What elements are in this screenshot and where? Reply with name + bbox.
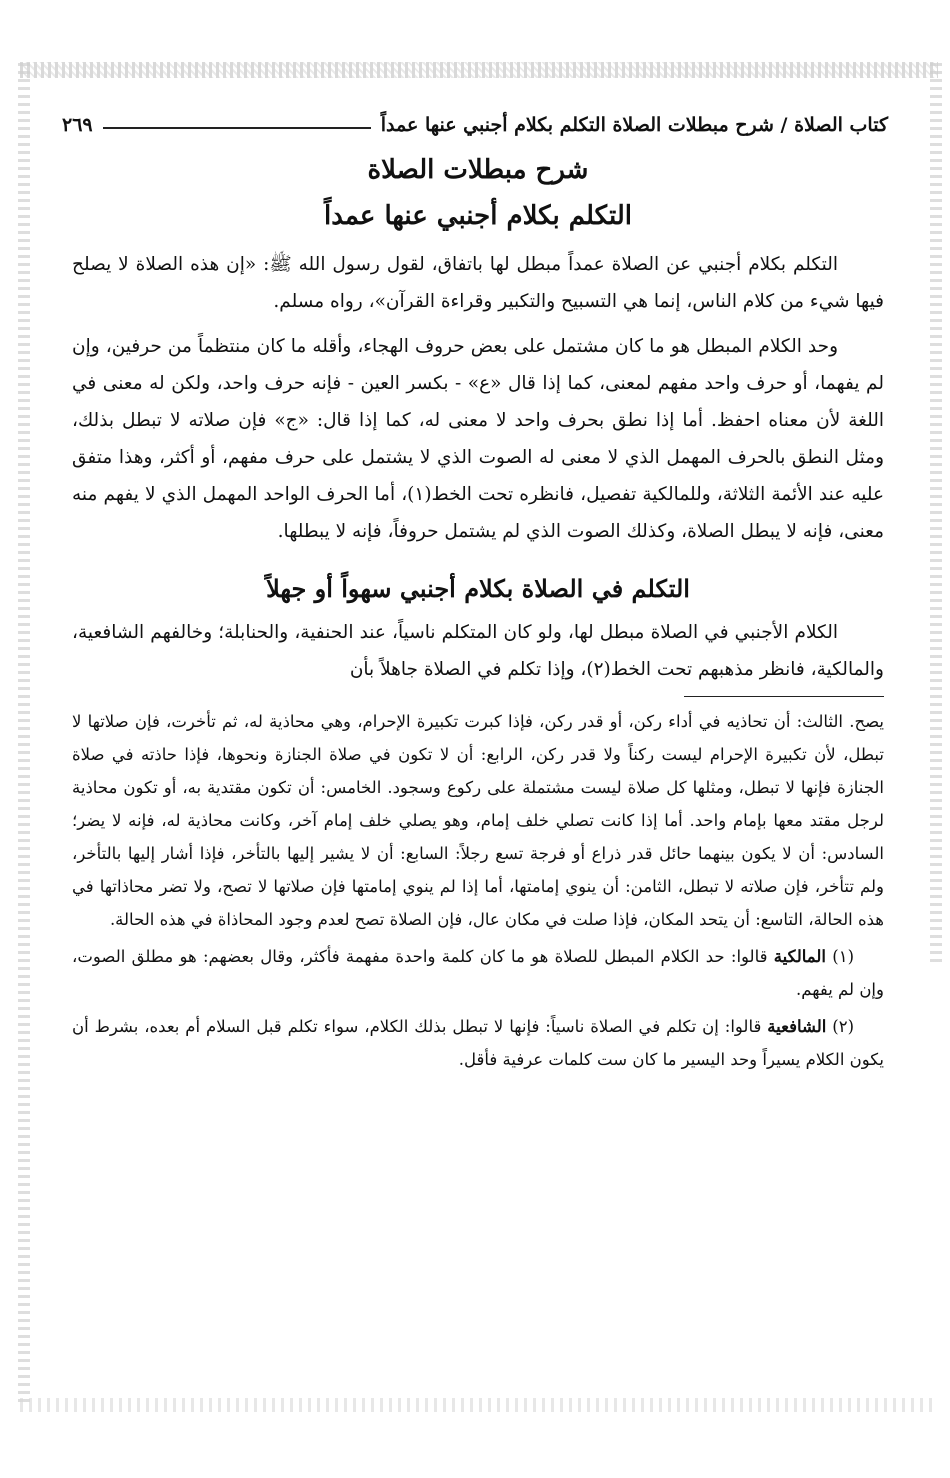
section-title: التكلم في الصلاة بكلام أجنبي سهواً أو جهلاً (266, 574, 690, 603)
footnote-item (72, 1010, 884, 1076)
sub-title: التكلم بكلام أجنبي عنها عمداً (323, 201, 632, 231)
paragraph: التكلم بكلام أجنبي عن الصلاة عمداً مبطل لها باتفاق، لقول رسول الله ﷺ: «إن هذه الصلاة لا يصلح فيها شيء من كلام الناس، إنما هي التسبيح والتكبير وقراءة القرآن»، رواه مسلم. (72, 254, 884, 312)
paragraph: وحد الكلام المبطل هو ما كان مشتمل على بعض حروف الهجاء، وأقله ما كان منتظماً من حرفين، وإن لم يفهما، أو حرف واحد مفهم لمعنى، كما إذا قال «ع» - بكسر العين - فإنه حرف واحد، ولكن له معنى في اللغة لأن معناه احفظ. أما إذا نطق بحرف واحد لا معنى له، كما إذا قال: «ج» فإن صلاته لا تبطل بذلك، ومثل النطق بالحرف المهمل الذي لا معنى له الصوت الذي لا يشتمل على حرف مفهم، أو أكثر، وهذا متفق عليه عند الأئمة الثلاثة، وللمالكية تفصيل، فانظره تحت الخط(١)، أما الحرف الواحد المهمل الذي لا يفهم منه معنى، فإنه لا يبطل الصلاة، وكذلك الصوت الذي لم يشتمل حروفاً، فإنه لا يبطلها. (72, 336, 885, 542)
decorative-border-right (930, 62, 942, 962)
footnote-item (72, 940, 884, 1006)
page-content (72, 148, 884, 1076)
page-number: ٢٦٩ (62, 114, 93, 136)
footnote-divider (684, 696, 884, 697)
footnote-continuation: يصح. الثالث: أن تحاذيه في أداء ركن، أو قدر ركن، فإذا كبرت تكبيرة الإحرام، وهي محاذية له، ثم تأخرت، فإن صلاتها لا تبطل، لأن تكبيرة الإحرام ليست ركناً ولا قدر ركن، الرابع: أن لا تكون في صلاة الجنازة ونحوها، فإذا حاذته في صلاة الجنازة فإنها لا تبطل، ومثلها كل صلاة ليست مشتملة على ركوع وسجود. الخامس: أن تكون مقتدية به، أو تكون محاذية لرجل مقتد معها بإمام واحد. أما إذا كانت تصلي خلف إمام، وهو يصلي خلف إمام آخر، وكانت محاذية له، فإنه لا يضر؛ السادس: أن لا يكون بينهما حائل قدر ذراع أو فرجة تسع رجلاً: السابع: أن لا يشير إليها بالتأخر، فإذا أشار إليها بالتأخر، ولم تتأخر، فإن صلاته لا تبطل، الثامن: أن ينوي إمامتها، أما إذا لم ينوي إمامتها فإن صلاتها لا تصح، ولا تضر محاذاتها في هذه الحالة، التاسع: أن يتحد المكان، فإذا صلت في مكان عال، فإن الصلاة تصح لعدم وجود المحاذاة في هذه الحالة. (72, 712, 884, 929)
main-title: شرح مبطلات الصلاة (367, 155, 589, 185)
decorative-border-left (18, 62, 30, 1402)
decorative-border-top (20, 62, 938, 78)
footnote-text: قالوا: إن تكلم في الصلاة ناسياً: فإنها لا تبطل بذلك الكلام، سواء تكلم قبل السلام أم بعده، بشرط أن يكون الكلام يسيراً وحد اليسير ما كان ست كلمات عرفية فأقل. (72, 1017, 884, 1069)
footnote-number: (١) (832, 947, 854, 966)
footnote-number: (٢) (832, 1017, 854, 1036)
footnote-label: المالكية (773, 947, 826, 966)
footnote-text: قالوا: حد الكلام المبطل للصلاة هو ما كان كلمة واحدة مفهمة فأكثر، وقال بعضهم: هو مطلق الصوت، وإن لم يفهم. (72, 947, 884, 999)
running-header (62, 100, 888, 136)
decorative-border-bottom (20, 1398, 938, 1412)
header-title: كتاب الصلاة / شرح مبطلات الصلاة التكلم بكلام أجنبي عنها عمداً (380, 114, 888, 136)
header-rule (103, 127, 371, 129)
footnote-label: الشافعية (767, 1017, 827, 1036)
section-paragraph: الكلام الأجنبي في الصلاة مبطل لها، ولو كان المتكلم ناسياً، عند الحنفية، والحنابلة؛ وخالفهم الشافعية، والمالكية، فانظر مذهبهم تحت الخط(٢)، وإذا تكلم في الصلاة جاهلاً بأن (72, 622, 884, 680)
